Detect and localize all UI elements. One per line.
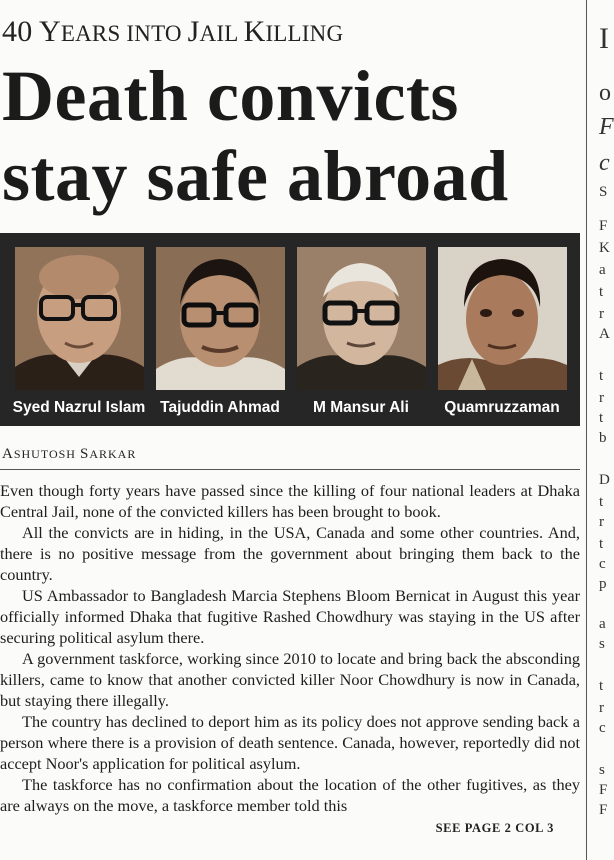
adjacent-letter: t <box>599 368 604 384</box>
adjacent-letter: t <box>599 536 604 552</box>
kicker-part: K <box>243 15 266 48</box>
adjacent-letter: D <box>599 472 610 488</box>
kicker-part: AIL <box>199 21 244 46</box>
adjacent-letter: p <box>599 576 607 592</box>
byline <box>2 446 136 463</box>
photo-caption-4: Quamruzzaman <box>444 399 560 416</box>
headline-line-2: stay safe abroad <box>2 136 509 216</box>
photo-caption-1: Syed Nazrul Islam <box>12 399 146 416</box>
body-paragraph: The taskforce has no confirmation about the location of the other fugitives, as they are always on the move, a taskforce member told this <box>0 775 580 815</box>
adjacent-letter: F <box>599 114 614 140</box>
adjacent-letter: r <box>599 390 604 406</box>
adjacent-letter: r <box>599 306 604 322</box>
adjacent-letter: I <box>599 22 609 55</box>
continuation-note[interactable]: SEE PAGE 2 COL 3 <box>435 821 554 835</box>
photo-caption-2: Tajuddin Ahmad <box>160 399 280 416</box>
byline-divider <box>0 469 580 470</box>
adjacent-letter: r <box>599 514 604 530</box>
adjacent-letter: s <box>599 762 605 778</box>
headline <box>2 56 509 216</box>
story-kicker <box>2 14 343 52</box>
adjacent-letter: A <box>599 326 610 342</box>
photo-caption-3: M Mansur Ali <box>313 399 409 416</box>
body-paragraph: A government taskforce, working since 2010 to locate and bring back the absconding killers, came to know that another convicted killer Noor Chowdhury is now in Canada, but staying there illegally. <box>0 649 580 710</box>
adjacent-letter: F <box>599 218 608 234</box>
kicker-part: J <box>187 15 200 48</box>
adjacent-letter: t <box>599 284 604 300</box>
body-paragraph: The country has declined to deport him as its policy does not approve sending back a person where there is a provision of death sentence. Canada, however, reportedly did not accept Noor's application for political asylum. <box>0 712 580 773</box>
portrait-photo-3 <box>297 247 426 390</box>
adjacent-letter: t <box>599 678 604 694</box>
body-paragraph: Even though forty years have passed since the killing of four national leaders at Dhaka Central Jail, none of the convicted killers has been brought to book. <box>0 481 580 521</box>
adjacent-column-clip <box>593 0 614 860</box>
kicker-part: ILLING <box>265 21 344 46</box>
adjacent-letter: c <box>599 150 610 176</box>
adjacent-letter: F <box>599 782 608 798</box>
adjacent-letter: K <box>599 240 610 256</box>
byline-part: A <box>2 446 14 462</box>
adjacent-letter: b <box>599 430 607 446</box>
adjacent-letter: t <box>599 494 604 510</box>
body-paragraph: US Ambassador to Bangladesh Marcia Stephens Bloom Bernicat in August this year officially informed Dhaka that fugitive Rashed Chowdhury was staying in the US after securing political asylum there. <box>0 586 580 647</box>
adjacent-letter: a <box>599 616 606 632</box>
adjacent-letter: c <box>599 720 606 736</box>
body-paragraph: All the convicts are in hiding, in the USA, Canada and some other countries. And, there is no positive message from the government about bringing them back to the country. <box>0 523 580 584</box>
article-body <box>0 480 580 816</box>
column-divider <box>586 0 587 860</box>
adjacent-letter: t <box>599 410 604 426</box>
adjacent-letter: c <box>599 556 606 572</box>
adjacent-letter: S <box>599 184 608 200</box>
adjacent-letter: s <box>599 636 605 652</box>
headline-line-1: Death convicts <box>2 56 459 136</box>
photo-strip <box>0 233 580 426</box>
adjacent-letter: a <box>599 262 606 278</box>
adjacent-letter: r <box>599 700 604 716</box>
adjacent-letter: F <box>599 802 608 818</box>
byline-part: SHUTOSH <box>13 447 80 461</box>
kicker-part: 40 Y <box>2 15 61 48</box>
portrait-photo-2 <box>156 247 285 390</box>
portrait-photo-1 <box>15 247 144 390</box>
portrait-photo-4 <box>438 247 567 390</box>
adjacent-letter: o <box>599 80 611 106</box>
byline-part: ARKAR <box>89 447 137 461</box>
byline-part: S <box>79 446 90 462</box>
kicker-part: EARS INTO <box>60 21 188 46</box>
